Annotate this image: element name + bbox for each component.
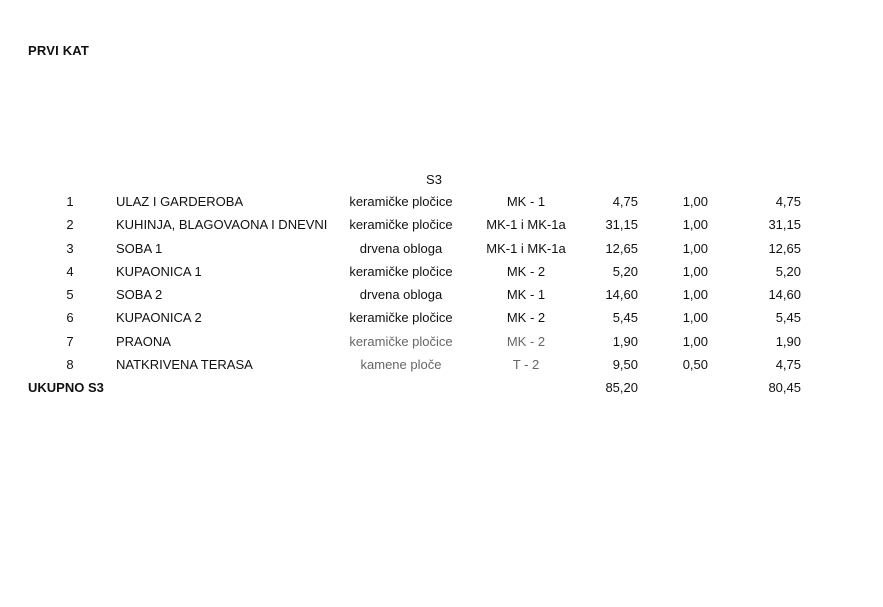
floor-finish: drvena obloga <box>359 240 443 256</box>
room-name: NATKRIVENA TERASA <box>116 357 253 373</box>
room-area: 12,65 <box>605 240 638 256</box>
floor-finish: keramičke pločice <box>349 263 453 279</box>
floor-finish: keramičke pločice <box>349 310 453 326</box>
row-number: 3 <box>66 240 74 256</box>
floor-heading: PRVI KAT <box>28 43 90 58</box>
finish-code: MK - 1 <box>506 194 546 209</box>
net-area: 4,75 <box>775 194 801 209</box>
finish-code: MK-1 i MK-1a <box>486 240 566 256</box>
net-area: 12,65 <box>768 240 801 256</box>
area-coefficient: 1,00 <box>682 194 708 209</box>
room-area: 5,20 <box>612 263 638 279</box>
room-area: 9,50 <box>612 357 638 373</box>
room-name: KUHINJA, BLAGOVAONA I DNEVNI <box>116 217 328 233</box>
table-row <box>0 330 883 353</box>
row-number: 6 <box>66 310 74 326</box>
finish-code: T - 2 <box>512 357 540 373</box>
area-coefficient: 1,00 <box>682 263 708 279</box>
area-coefficient: 1,00 <box>682 310 708 326</box>
row-number: 7 <box>66 333 74 349</box>
net-area: 4,75 <box>775 357 801 373</box>
row-number: 1 <box>66 194 74 209</box>
table-row <box>0 190 883 213</box>
floor-finish: keramičke pločice <box>349 194 453 209</box>
area-coefficient: 1,00 <box>682 287 708 303</box>
area-coefficient: 1,00 <box>682 333 708 349</box>
row-number: 8 <box>66 357 74 373</box>
floor-finish: keramičke pločice <box>349 217 453 233</box>
table-row <box>0 260 883 283</box>
room-name: ULAZ I GARDEROBA <box>116 194 244 209</box>
table-row <box>0 353 883 376</box>
finish-code: MK - 2 <box>506 333 546 349</box>
finish-code: MK - 2 <box>506 310 546 326</box>
net-area: 14,60 <box>768 287 801 303</box>
unit-label: S3 <box>426 172 442 187</box>
area-coefficient: 1,00 <box>682 240 708 256</box>
net-area: 1,90 <box>775 333 801 349</box>
room-area: 5,45 <box>612 310 638 326</box>
room-area: 1,90 <box>612 333 638 349</box>
table-row <box>0 306 883 329</box>
table-row <box>0 213 883 236</box>
room-name: KUPAONICA 2 <box>116 310 202 326</box>
floor-finish: kamene ploče <box>360 357 442 373</box>
floor-finish: keramičke pločice <box>349 333 453 349</box>
area-coefficient: 1,00 <box>682 217 708 233</box>
net-area: 5,20 <box>775 263 801 279</box>
net-area: 5,45 <box>775 310 801 326</box>
finish-code: MK - 1 <box>506 287 546 303</box>
row-number: 2 <box>66 217 74 233</box>
room-name: SOBA 1 <box>116 240 163 256</box>
table-row <box>0 283 883 306</box>
total-net-area: 80,45 <box>768 380 801 396</box>
room-name: PRAONA <box>116 333 171 349</box>
row-number: 4 <box>66 263 74 279</box>
total-label: UKUPNO S3 <box>28 380 104 396</box>
row-number: 5 <box>66 287 74 303</box>
total-area: 85,20 <box>605 380 638 396</box>
room-name: KUPAONICA 1 <box>116 263 202 279</box>
finish-code: MK-1 i MK-1a <box>486 217 566 233</box>
room-area: 4,75 <box>612 194 638 209</box>
room-name: SOBA 2 <box>116 287 163 303</box>
net-area: 31,15 <box>768 217 801 233</box>
area-coefficient: 0,50 <box>682 357 708 373</box>
table-row <box>0 237 883 260</box>
finish-code: MK - 2 <box>506 263 546 279</box>
floor-finish: drvena obloga <box>359 287 443 303</box>
total-row <box>0 376 883 399</box>
room-table <box>0 190 883 400</box>
room-area: 31,15 <box>605 217 638 233</box>
room-area: 14,60 <box>605 287 638 303</box>
